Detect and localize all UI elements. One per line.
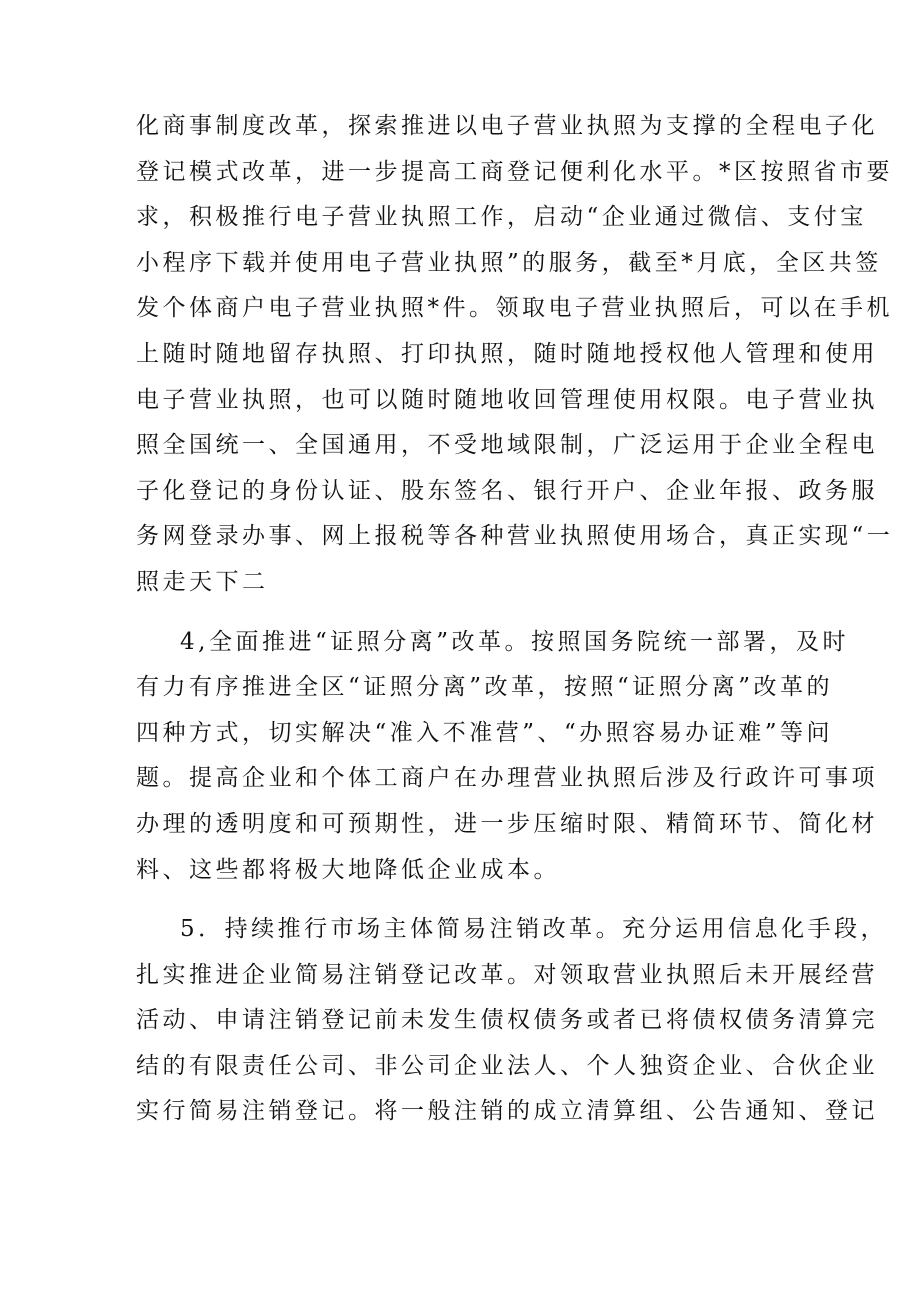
- text-line: 电子营业执照，也可以随时随地收回管理使用权限。电子营业执: [136, 386, 878, 413]
- text-line: 办理的透明度和可预期性，进一步压缩时限、精简环节、简化材: [136, 810, 878, 837]
- text-line: 实行简易注销登记。将一般注销的成立清算组、公告通知、登记: [136, 1098, 878, 1125]
- text-line: 结的有限责任公司、非公司企业法人、个人独资企业、合伙企业: [136, 1052, 878, 1079]
- text-line: 活动、申请注销登记前未发生债权债务或者已将债权债务清算完: [136, 1007, 878, 1034]
- text-line: 发个体商户电子营业执照*件。领取电子营业执照后，可以在手机: [136, 295, 893, 322]
- text-line: 上随时随地留存执照、打印执照，随时随地授权他人管理和使用: [136, 340, 878, 367]
- text-line: 求，积极推行电子营业执照工作，启动“企业通过微信、支付宝: [136, 204, 867, 231]
- text-line: 料、这些都将极大地降低企业成本。: [136, 856, 560, 883]
- text-line: 5．持续推行市场主体简易注销改革。充分运用信息化手段，: [180, 916, 888, 943]
- text-line: 扎实推进企业简易注销登记改革。对领取营业执照后未开展经营: [136, 961, 878, 988]
- text-line: 照全国统一、全国通用，不受地域限制，广泛运用于企业全程电: [136, 432, 878, 459]
- paragraph-license-separation: [136, 620, 878, 894]
- text-line: 登记模式改革，进一步提高工商登记便利化水平。*区按照省市要: [136, 158, 893, 185]
- text-line: 小程序下载并使用电子营业执照”的服务，截至*月底，全区共签: [136, 249, 882, 276]
- paragraph-simple-deregistration: [136, 907, 888, 1135]
- document-body: [136, 104, 894, 1135]
- paragraph-spacer: [136, 893, 796, 907]
- text-line: 四种方式，切实解决“准入不准营”、“办照容易办证难”等问: [136, 719, 834, 746]
- text-line: 务网登录办事、网上报税等各种营业执照使用场合，真正实现“一: [136, 523, 894, 550]
- text-line: 题。提高企业和个体工商户在办理营业执照后涉及行政许可事项: [136, 765, 878, 792]
- text-line: 有力有序推进全区“证照分离”改革，按照“证照分离”改革的: [136, 674, 834, 701]
- text-line: 照走天下二: [136, 568, 269, 595]
- text-line: 子化登记的身份认证、股东签名、银行开户、企业年报、政务服: [136, 477, 878, 504]
- paragraph-electronic-license: [136, 104, 894, 606]
- text-line: 化商事制度改革，探索推进以电子营业执照为支撑的全程电子化: [136, 113, 878, 139]
- paragraph-spacer: [136, 606, 796, 620]
- text-line: 4,全面推进“证照分离”改革。按照国务院统一部署，及时: [180, 628, 849, 655]
